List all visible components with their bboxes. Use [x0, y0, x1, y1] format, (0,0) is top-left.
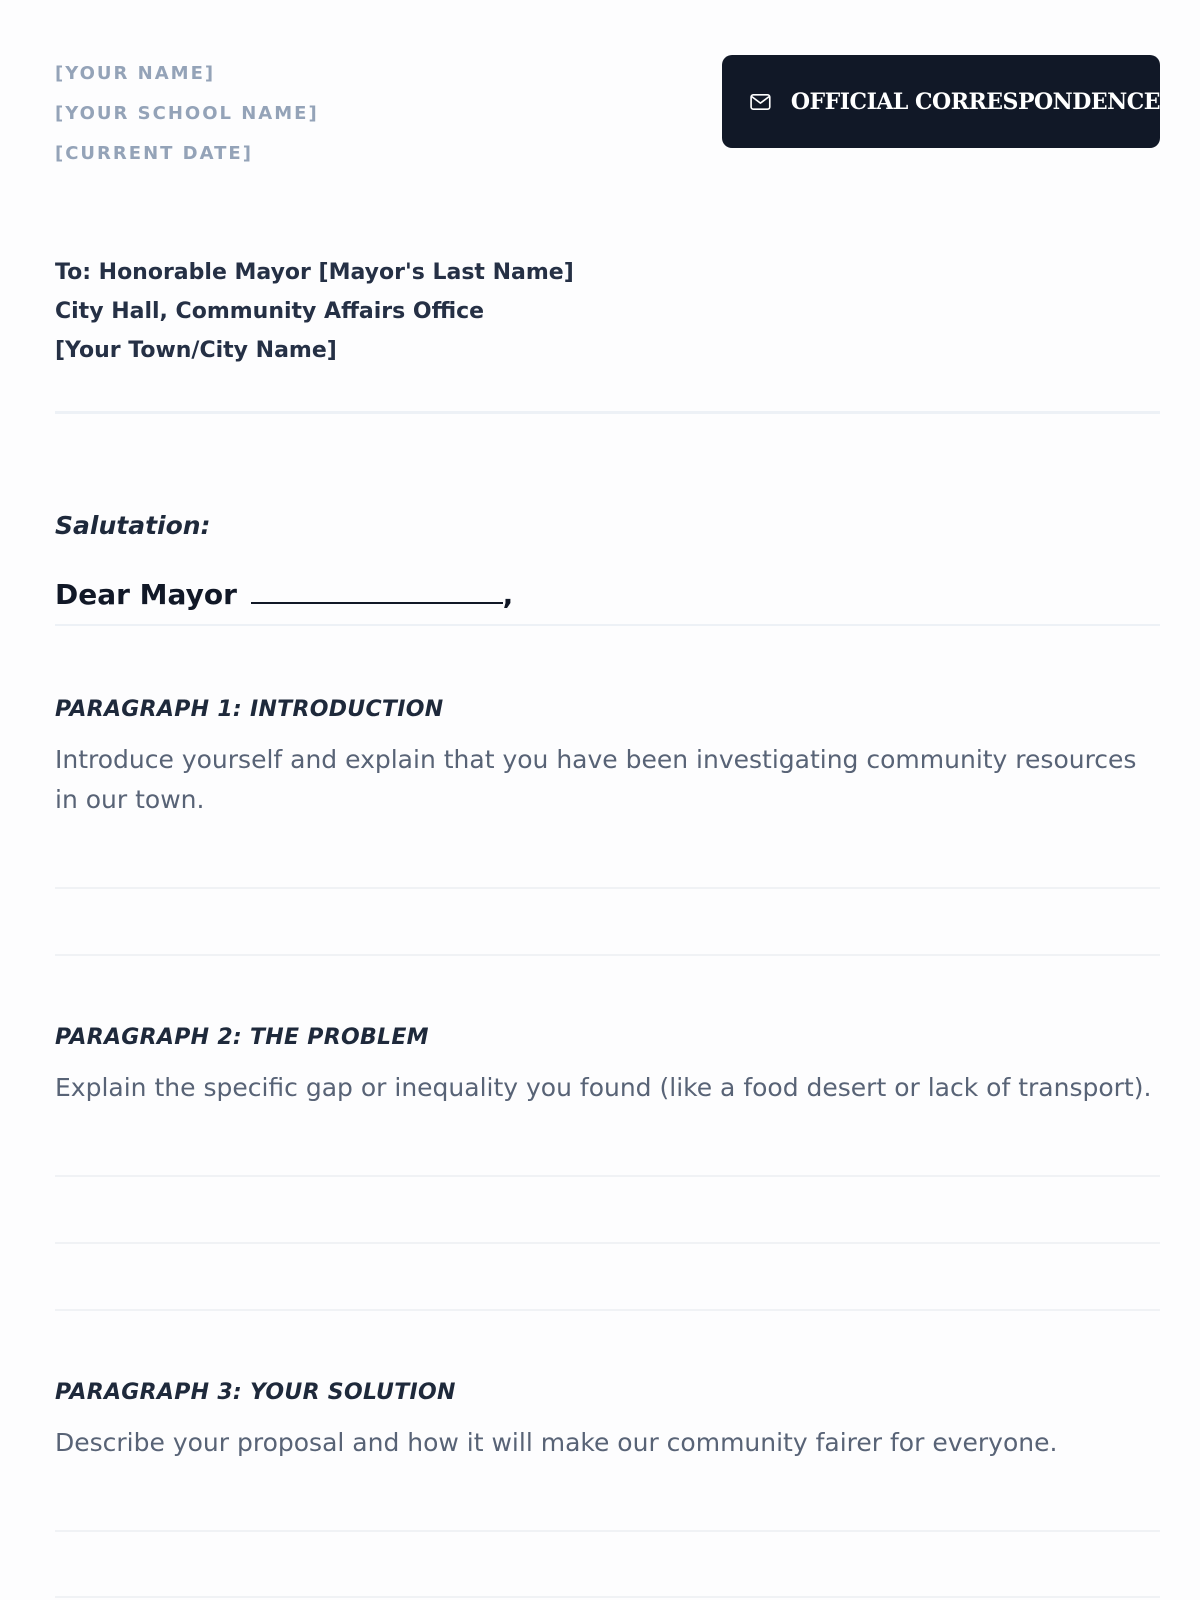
sender-date: [CURRENT DATE]	[55, 143, 253, 164]
recipient-line-3: [Your Town/City Name]	[55, 338, 337, 363]
writing-line[interactable]	[55, 1242, 1160, 1244]
letter-template	[55, 0, 1160, 1600]
writing-line[interactable]	[55, 1175, 1160, 1177]
paragraph-1-heading: PARAGRAPH 1: INTRODUCTION	[55, 697, 444, 722]
mayor-name-blank[interactable]	[251, 578, 503, 604]
salutation-label: Salutation:	[55, 511, 211, 540]
sender-school: [YOUR SCHOOL NAME]	[55, 103, 319, 124]
recipient-line-2: City Hall, Community Affairs Office	[55, 299, 485, 324]
paragraph-1-prompt: Introduce yourself and explain that you have been investigating community resources in our town.	[55, 745, 1137, 814]
paragraph-2-heading: PARAGRAPH 2: THE PROBLEM	[55, 1025, 429, 1050]
badge-label: OFFICIAL CORRESPONDENCE	[790, 88, 1160, 115]
paragraph-3-prompt: Describe your proposal and how it will make our community fairer for everyone.	[55, 1428, 1058, 1457]
envelope-icon	[750, 87, 771, 117]
recipient-block	[55, 258, 574, 375]
writing-line[interactable]	[55, 1530, 1160, 1532]
salutation-line	[55, 578, 513, 611]
header-divider	[55, 411, 1160, 414]
writing-line[interactable]	[55, 1596, 1160, 1598]
salutation-comma: ,	[502, 578, 514, 611]
salutation-divider	[55, 624, 1160, 626]
writing-line[interactable]	[55, 1309, 1160, 1311]
salutation-greeting: Dear Mayor	[55, 578, 237, 611]
official-correspondence-badge	[722, 55, 1160, 148]
paragraph-2-prompt: Explain the specific gap or inequality you found (like a food desert or lack of transport).	[55, 1073, 1152, 1102]
sender-name: [YOUR NAME]	[55, 63, 216, 84]
sender-block	[55, 60, 319, 180]
paragraph-3-heading: PARAGRAPH 3: YOUR SOLUTION	[55, 1380, 456, 1405]
writing-line[interactable]	[55, 954, 1160, 956]
writing-line[interactable]	[55, 887, 1160, 889]
recipient-line-1: To: Honorable Mayor [Mayor's Last Name]	[55, 260, 574, 285]
